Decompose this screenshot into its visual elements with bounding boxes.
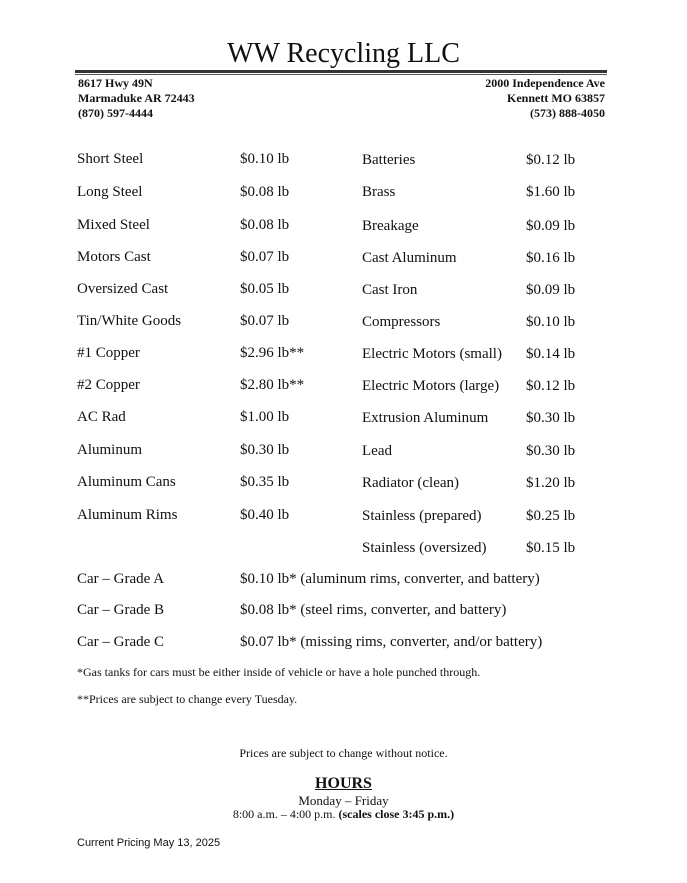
price-notice: Prices are subject to change without notice. xyxy=(239,746,448,760)
material-name: Mixed Steel xyxy=(77,217,150,233)
material-name: Stainless (prepared) xyxy=(362,508,482,524)
material-name: Aluminum Rims xyxy=(77,507,178,523)
phone-line: (573) 888-4050 xyxy=(530,106,605,120)
address-line: Marmaduke AR 72443 xyxy=(78,91,195,105)
address-marmaduke xyxy=(78,76,195,121)
address-kennett xyxy=(485,76,605,121)
material-name: Electric Motors (large) xyxy=(362,378,500,394)
material-price: $0.14 lb xyxy=(526,346,576,362)
material-name: Extrusion Aluminum xyxy=(362,410,489,426)
material-price: $0.30 lb xyxy=(526,410,576,426)
material-name: Compressors xyxy=(362,314,441,330)
material-name: Aluminum Cans xyxy=(77,474,176,490)
address-line: Kennett MO 63857 xyxy=(507,91,605,105)
material-price: $0.15 lb xyxy=(526,540,576,556)
material-price: $0.05 lb xyxy=(240,281,290,297)
material-price: $0.30 lb xyxy=(240,442,290,458)
header-rule-thin xyxy=(75,74,607,75)
car-grade-name: Car – Grade C xyxy=(77,634,165,650)
material-name: Electric Motors (small) xyxy=(362,346,502,362)
material-price: $0.12 lb xyxy=(526,152,576,168)
material-name: Breakage xyxy=(362,218,419,234)
gas-tank-note: *Gas tanks for cars must be either inside of vehicle or have a hole punched through. xyxy=(77,665,481,679)
material-name: Motors Cast xyxy=(77,249,151,265)
material-name: Cast Iron xyxy=(362,282,418,298)
pricing-date: Current Pricing May 13, 2025 xyxy=(77,837,221,849)
material-price: $0.30 lb xyxy=(526,443,576,459)
material-price: $2.96 lb** xyxy=(240,345,305,361)
hours-range: 8:00 a.m. – 4:00 p.m. xyxy=(232,807,336,821)
material-name: Short Steel xyxy=(77,151,144,167)
material-name: Radiator (clean) xyxy=(362,475,460,491)
car-grade-name: Car – Grade A xyxy=(77,571,165,587)
material-price: $0.25 lb xyxy=(526,508,576,524)
material-name: Brass xyxy=(362,184,396,200)
material-price: $0.40 lb xyxy=(240,507,290,523)
material-name: Tin/White Goods xyxy=(77,313,182,329)
material-name: #2 Copper xyxy=(77,377,140,393)
material-name: #1 Copper xyxy=(77,345,140,361)
material-price: $0.09 lb xyxy=(526,218,576,234)
material-price: $0.35 lb xyxy=(240,474,290,490)
material-price: $0.16 lb xyxy=(526,250,576,266)
material-price: $0.08 lb xyxy=(240,184,290,200)
material-price: $0.08 lb xyxy=(240,217,290,233)
material-price: $0.12 lb xyxy=(526,378,576,394)
material-name: Oversized Cast xyxy=(77,281,169,297)
material-name: Batteries xyxy=(362,152,416,168)
car-grade-price: $0.10 lb* (aluminum rims, converter, and battery) xyxy=(240,571,540,587)
price-change-note: **Prices are subject to change every Tuesday. xyxy=(77,692,298,706)
header-rule xyxy=(75,70,607,73)
material-price: $0.09 lb xyxy=(526,282,576,298)
material-price: $0.10 lb xyxy=(240,151,290,167)
phone-line: (870) 597-4444 xyxy=(78,106,153,120)
hours-time xyxy=(0,807,687,822)
material-name: Aluminum xyxy=(77,442,143,458)
address-line: 8617 Hwy 49N xyxy=(78,76,153,90)
material-price: $0.07 lb xyxy=(240,249,290,265)
material-price: $1.60 lb xyxy=(526,184,576,200)
material-name: Cast Aluminum xyxy=(362,250,457,266)
car-grade-price: $0.08 lb* (steel rims, converter, and battery) xyxy=(240,602,507,618)
hours-title: HOURS xyxy=(315,775,372,792)
material-price: $0.07 lb xyxy=(240,313,290,329)
material-price: $1.00 lb xyxy=(240,409,290,425)
material-price: $2.80 lb** xyxy=(240,377,305,393)
material-name: Lead xyxy=(362,443,392,459)
material-price: $0.10 lb xyxy=(526,314,576,330)
hours-days: Monday – Friday xyxy=(298,793,389,808)
material-name: Long Steel xyxy=(77,184,143,200)
scales-close: (scales close 3:45 p.m.) xyxy=(338,807,455,821)
company-title: WW Recycling LLC xyxy=(227,38,460,69)
material-price: $1.20 lb xyxy=(526,475,576,491)
car-grade-name: Car – Grade B xyxy=(77,602,165,618)
car-grade-price: $0.07 lb* (missing rims, converter, and/or battery) xyxy=(240,634,543,650)
material-name: AC Rad xyxy=(77,409,126,425)
address-line: 2000 Independence Ave xyxy=(485,76,605,90)
material-name: Stainless (oversized) xyxy=(362,540,487,556)
